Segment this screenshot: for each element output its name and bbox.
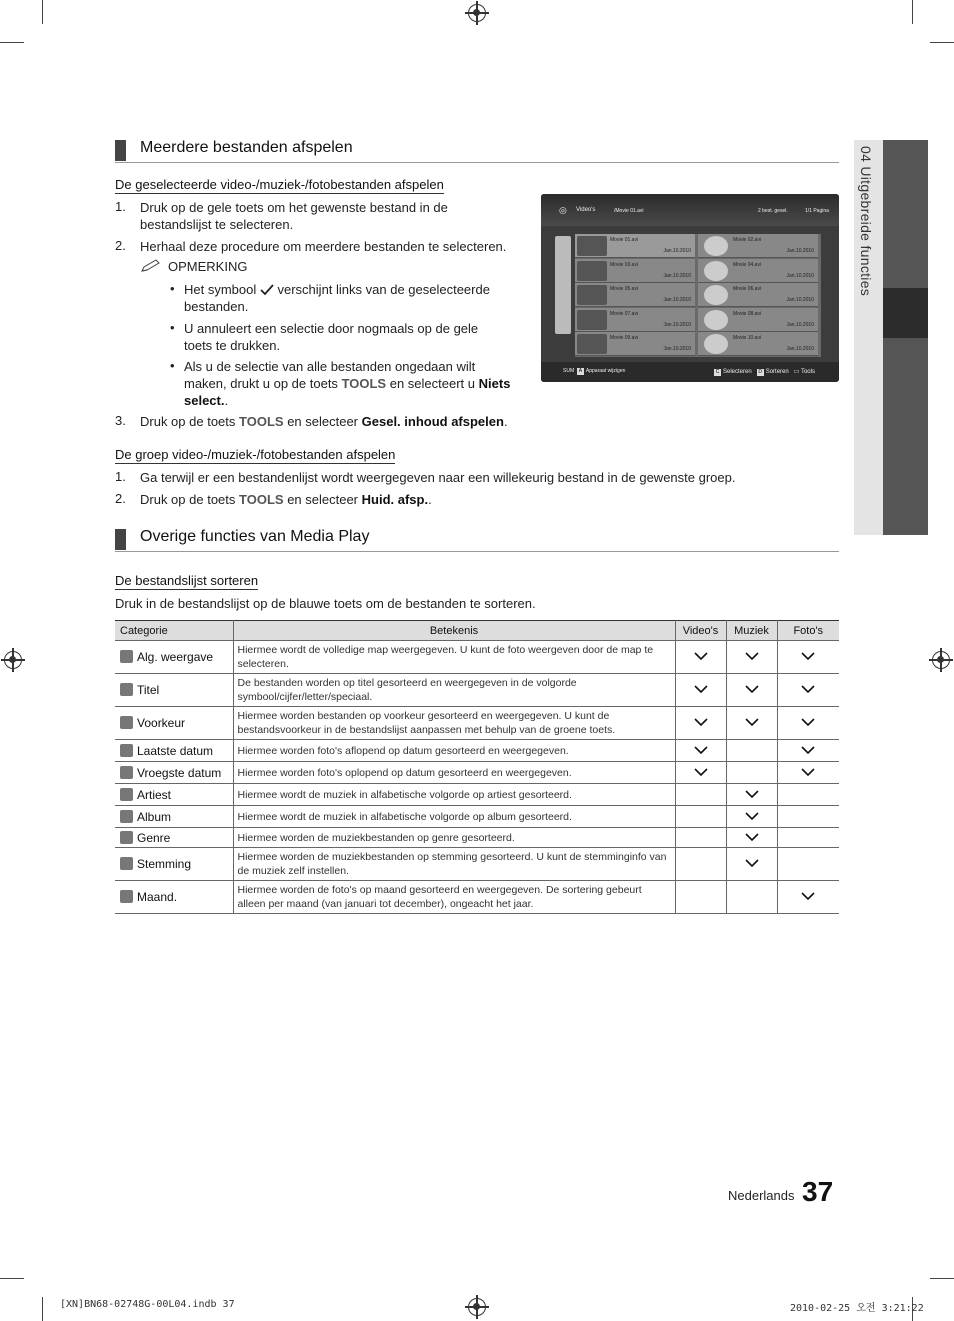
check-chevron-icon (745, 859, 759, 867)
chapter-label: 04 Uitgebreide functies (858, 146, 874, 297)
support-cell-photo (777, 762, 839, 784)
crop-mark (0, 1278, 24, 1279)
column-header: Betekenis (233, 621, 675, 641)
file-name: Movie 06.avi (733, 286, 762, 293)
step-text: Druk op de gele toets om het gewenste bestand in de bestandslijst te selecteren. (140, 200, 448, 232)
step-text: Herhaal deze procedure om meerdere bestanden te selecteren. (140, 239, 507, 254)
check-chevron-icon (745, 685, 759, 693)
category-icon (120, 890, 133, 903)
film-reel-icon (704, 334, 728, 354)
table-row (115, 641, 839, 674)
support-cell-photo (777, 674, 839, 707)
category-icon (120, 766, 133, 779)
support-cell-music (726, 828, 777, 848)
support-cell-music (726, 848, 777, 881)
category-icon (120, 810, 133, 823)
crop-mark (930, 1278, 954, 1279)
column-header: Video's (675, 621, 726, 641)
support-cell-video (675, 784, 726, 806)
step-text: Druk op de toets TOOLS en selecteer Gesel. inhoud afspelen. (140, 414, 508, 429)
category-label: Artiest (137, 787, 172, 802)
bullet-icon: • (170, 281, 175, 296)
file-date: Jan.10.2010 (663, 272, 691, 279)
file-name: Movie 05.avi (610, 286, 639, 293)
category-description: Hiermee worden foto's aflopend op datum gesorteerd en weergegeven. (233, 740, 675, 762)
column-header: Muziek (726, 621, 777, 641)
support-cell-music (726, 784, 777, 806)
crop-mark (930, 42, 954, 43)
category-label: Vroegste datum (137, 765, 222, 780)
registration-mark-icon (932, 651, 950, 669)
checkmark-icon (260, 284, 274, 295)
support-cell-music (726, 641, 777, 674)
subheading: De bestandslijst sorteren (115, 573, 259, 588)
print-slug-right: 2010-02-25 오전 3:21:22 (790, 1303, 924, 1314)
registration-mark-icon (468, 4, 486, 22)
crop-mark (0, 42, 24, 43)
subheading: De groep video-/muziek-/fotobestanden afspelen (115, 447, 396, 462)
file-date: Jan.10.2010 (786, 297, 814, 304)
table-row (115, 828, 839, 848)
support-cell-video (675, 740, 726, 762)
check-chevron-icon (694, 768, 708, 776)
category-label: Genre (137, 830, 171, 845)
file-grid-item[interactable] (575, 283, 695, 307)
category-description: Hiermee worden bestanden op voorkeur gesorteerd en weergegeven. U kunt de bestandsvoorkeur in de bestandslijst aanpassen met behulp van de groene toets. (233, 707, 675, 740)
category-label: Voorkeur (137, 716, 186, 730)
support-cell-music (726, 806, 777, 828)
note-heading: OPMERKING (140, 258, 247, 275)
support-cell-music (726, 707, 777, 740)
category-label: Stemming (137, 857, 192, 871)
category-description: Hiermee worden de foto's op maand gesorteerd en weergegeven. De sortering gebeurt alleen per maand (van januari tot december), ongeacht het jaar. (233, 881, 675, 914)
support-cell-photo (777, 707, 839, 740)
file-date: Jan.10.2010 (786, 248, 814, 254)
video-thumbnail (577, 334, 607, 354)
support-cell-photo (777, 784, 839, 806)
file-grid-item[interactable] (698, 308, 818, 332)
file-date: Jan.10.2010 (663, 248, 691, 254)
support-cell-video (675, 848, 726, 881)
file-date: Jan.10.2010 (786, 272, 814, 279)
file-name: Movie 07.avi (610, 310, 639, 317)
page-number: 37 (802, 1176, 834, 1207)
category-description: Hiermee worden de muziekbestanden op stemming gesorteerd. U kunt de stemminginfo van de muziek zelf instellen. (233, 848, 675, 881)
file-name: Movie 10.avi (733, 335, 762, 342)
step-text: Ga terwijl er een bestandenlijst wordt weergegeven naar een willekeurig bestand in de gewenste groep. (140, 470, 736, 485)
screen-header-path: /Movie 01.avi (614, 208, 644, 214)
crop-mark (912, 0, 913, 24)
check-chevron-icon (745, 718, 759, 726)
support-cell-video (675, 762, 726, 784)
section-title: Overige functies van Media Play (115, 528, 839, 552)
column-header: Categorie (115, 621, 233, 641)
category-icon (120, 831, 133, 844)
check-chevron-icon (745, 812, 759, 820)
support-cell-music (726, 881, 777, 914)
support-cell-photo (777, 740, 839, 762)
table-row (115, 848, 839, 881)
check-chevron-icon (694, 718, 708, 726)
support-cell-video (675, 674, 726, 707)
check-chevron-icon (694, 746, 708, 754)
support-cell-photo (777, 881, 839, 914)
table-header-row (115, 621, 839, 641)
category-label: Titel (137, 683, 160, 697)
note-text: Als u de selectie van alle bestanden ongedaan wilt maken, drukt u op de toets TOOLS en selecteert u Niets select.. (184, 359, 511, 408)
step-text: Druk op de toets TOOLS en selecteer Huid. afsp.. (140, 492, 432, 507)
screen-header-selected: 2 best. gesel. (758, 208, 788, 214)
step-number: 3. (115, 413, 126, 428)
footer-language: Nederlands (728, 1188, 795, 1203)
check-chevron-icon (745, 790, 759, 798)
category-description: Hiermee worden foto's oplopend op datum gesorteerd en weergegeven. (233, 762, 675, 784)
file-grid-item[interactable] (575, 259, 695, 283)
video-thumbnail (577, 236, 607, 256)
file-name: Movie 04.avi (733, 261, 762, 268)
table-body (115, 641, 839, 914)
check-chevron-icon (745, 652, 759, 660)
screen-header-title: Video's (576, 207, 596, 213)
screen-header-page: 1/1 Pagina (805, 208, 829, 214)
check-chevron-icon (694, 652, 708, 660)
category-icon (120, 788, 133, 801)
support-cell-photo (777, 641, 839, 674)
subheading: De geselecteerde video-/muziek-/fotobestanden afspelen (115, 177, 444, 192)
support-cell-video (675, 707, 726, 740)
category-icon (120, 716, 133, 729)
file-name: Movie 03.avi (610, 261, 639, 268)
sort-table (115, 620, 839, 914)
file-grid-item[interactable] (698, 234, 818, 258)
check-chevron-icon (801, 718, 815, 726)
step-number: 1. (115, 199, 126, 214)
screen-footer: SUM A Apparaat wijzigen C Selecteren D Sorteren ▭ Tools (541, 362, 839, 382)
tv-screen-screenshot (541, 194, 839, 382)
step-number: 1. (115, 469, 126, 484)
file-date: Jan.10.2010 (663, 346, 691, 353)
bullet-icon: • (170, 320, 175, 335)
check-chevron-icon (801, 652, 815, 660)
note-text: U annuleert een selectie door nogmaals op de gele toets te drukken. (184, 321, 479, 353)
file-grid-item[interactable] (575, 308, 695, 332)
file-name: Movie 09.avi (610, 335, 639, 342)
intro-text: Druk in de bestandslijst op de blauwe toets om de bestanden te sorteren. (115, 596, 536, 611)
note-pencil-icon (140, 259, 162, 273)
bullet-icon: • (170, 358, 175, 373)
file-grid (575, 234, 821, 357)
support-cell-music (726, 762, 777, 784)
table-row (115, 740, 839, 762)
file-grid-item[interactable] (575, 332, 695, 356)
table-row (115, 707, 839, 740)
check-chevron-icon (801, 746, 815, 754)
file-date: Jan.10.2010 (663, 297, 691, 304)
video-category-icon: ◎ (559, 205, 567, 215)
table-row (115, 674, 839, 707)
film-reel-icon (704, 236, 728, 256)
column-header: Foto's (777, 621, 839, 641)
step-number: 2. (115, 238, 126, 253)
chapter-side-tab (854, 140, 928, 535)
file-grid-item[interactable] (698, 259, 818, 283)
support-cell-video (675, 806, 726, 828)
table-row (115, 881, 839, 914)
file-date: Jan.10.2010 (663, 321, 691, 328)
check-chevron-icon (745, 833, 759, 841)
category-description: Hiermee wordt de volledige map weergegeven. U kunt de foto weergeven door de map te selecteren. (233, 641, 675, 674)
category-icon (120, 683, 133, 696)
file-name: Movie 02.avi (733, 237, 762, 243)
support-cell-photo (777, 848, 839, 881)
file-name: Movie 01.avi (610, 237, 639, 243)
section-title: Meerdere bestanden afspelen (115, 139, 839, 163)
crop-mark (42, 0, 43, 24)
category-label: Laatste datum (137, 743, 214, 758)
category-description: De bestanden worden op titel gesorteerd en weergegeven in de volgorde symbool/cijfer/letter/speciaal. (233, 674, 675, 707)
category-label: Alg. weergave (137, 650, 214, 664)
category-description: Hiermee wordt de muziek in alfabetische volgorde op album gesorteerd. (233, 806, 675, 828)
category-label: Album (137, 809, 172, 824)
tools-icon: ▭ (793, 369, 800, 375)
file-grid-item[interactable] (575, 234, 695, 258)
crop-mark (42, 1297, 43, 1321)
step-number: 2. (115, 491, 126, 506)
file-date: Jan.10.2010 (786, 346, 814, 353)
note-text: Het symbool verschijnt links van de geselecteerde bestanden. (184, 282, 490, 314)
support-cell-photo (777, 828, 839, 848)
print-slug-left: [XN]BN68-02748G-00L04.indb 37 (60, 1299, 235, 1310)
check-chevron-icon (801, 685, 815, 693)
table-row (115, 762, 839, 784)
video-thumbnail (577, 285, 607, 305)
category-icon (120, 650, 133, 663)
category-label: Maand. (137, 890, 178, 904)
category-description: Hiermee worden de muziekbestanden op genre gesorteerd. (233, 828, 675, 848)
file-name: Movie 08.avi (733, 310, 762, 317)
support-cell-photo (777, 806, 839, 828)
support-cell-video (675, 881, 726, 914)
registration-mark-icon (468, 1298, 486, 1316)
support-cell-music (726, 674, 777, 707)
support-cell-video (675, 828, 726, 848)
category-icon (120, 857, 133, 870)
film-reel-icon (704, 310, 728, 330)
category-description: Hiermee wordt de muziek in alfabetische volgorde op artiest gesorteerd. (233, 784, 675, 806)
video-thumbnail (577, 310, 607, 330)
file-grid-item[interactable] (698, 332, 818, 356)
film-reel-icon (704, 261, 728, 281)
screen-side-menu (555, 236, 571, 334)
support-cell-music (726, 740, 777, 762)
check-chevron-icon (694, 685, 708, 693)
support-cell-video (675, 641, 726, 674)
table-row (115, 784, 839, 806)
registration-mark-icon (4, 651, 22, 669)
check-chevron-icon (801, 892, 815, 900)
check-chevron-icon (801, 768, 815, 776)
file-grid-item[interactable] (698, 283, 818, 307)
file-date: Jan.10.2010 (786, 321, 814, 328)
table-row (115, 806, 839, 828)
video-thumbnail (577, 261, 607, 281)
film-reel-icon (704, 285, 728, 305)
category-icon (120, 744, 133, 757)
